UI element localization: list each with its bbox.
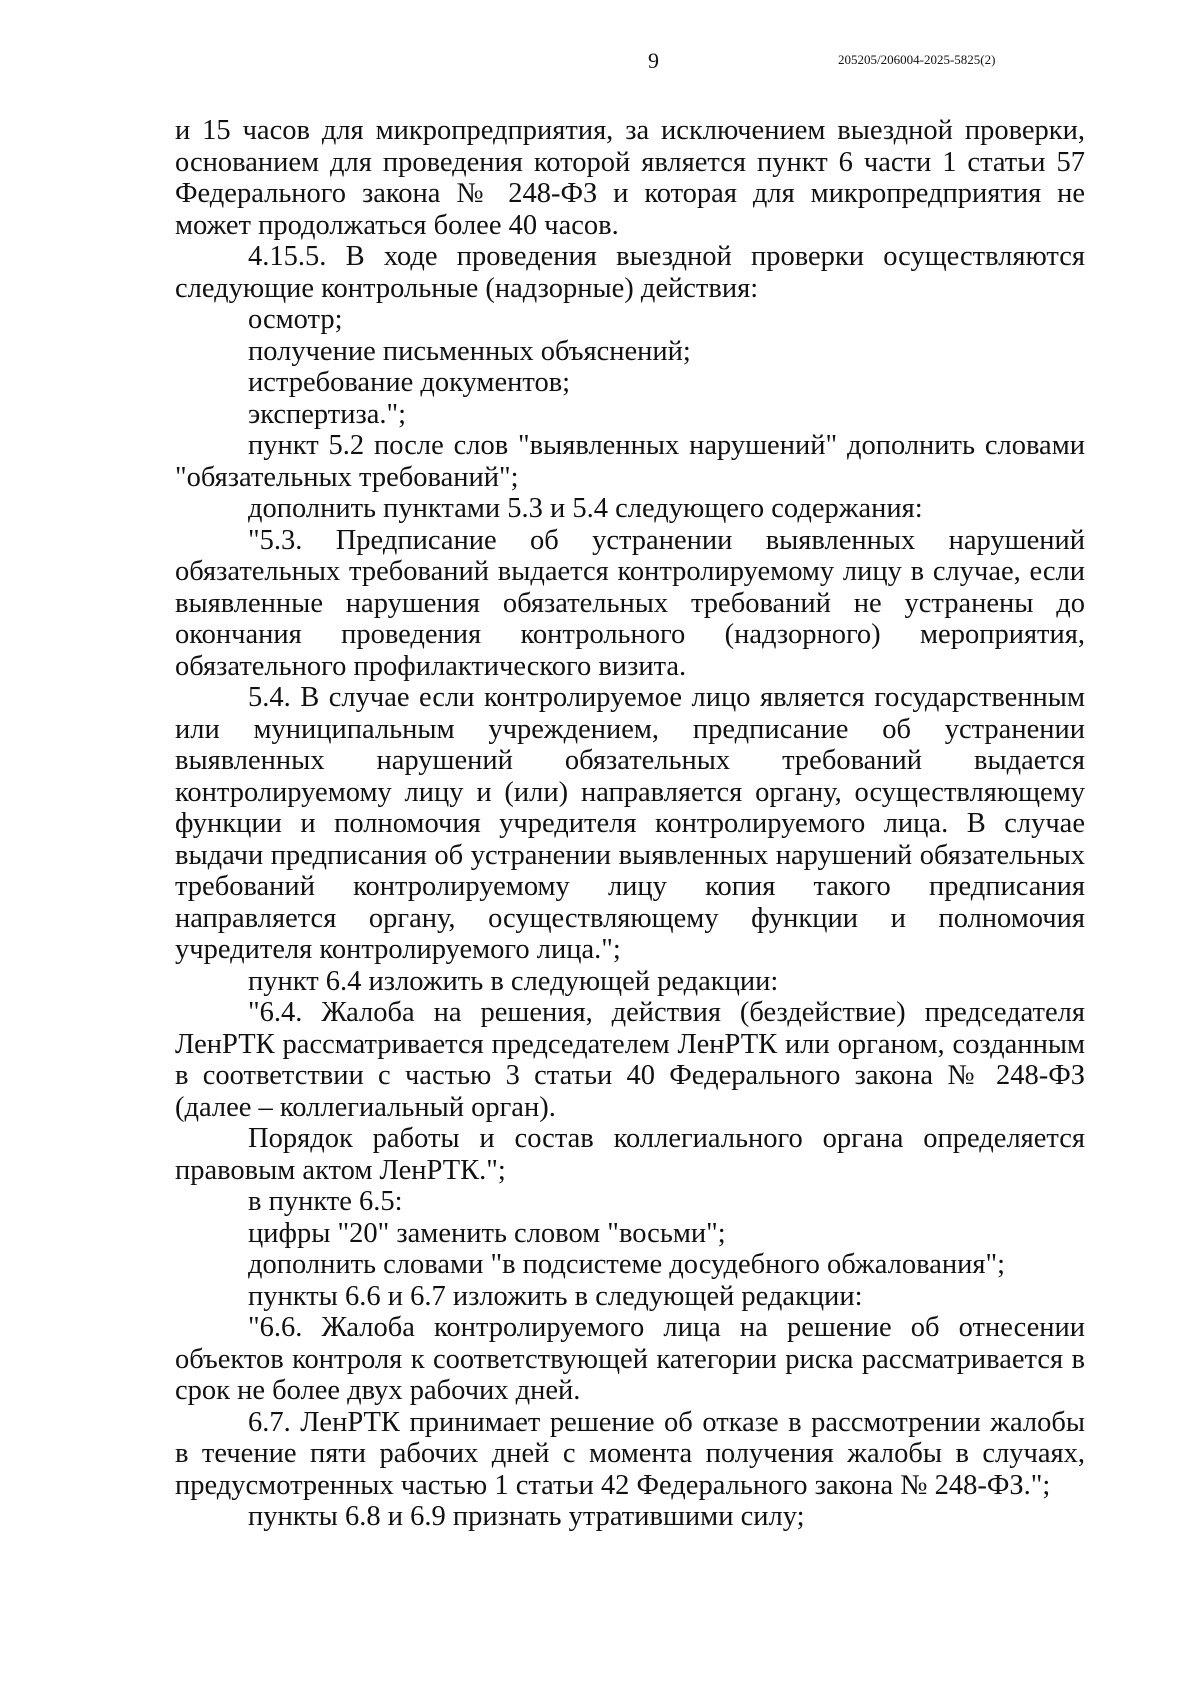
paragraph-collegial-body: Порядок работы и состав коллегиального органа определяется правовым актом ЛенРТК."; <box>175 1123 1085 1186</box>
document-code: 205205/206004-2025-5825(2) <box>838 52 996 67</box>
paragraph-6-7: 6.7. ЛенРТК принимает решение об отказе в рассмотрении жалобы в течение пяти рабочих дней с момента получения жалобы в случаях, предусмотренных частью 1 статьи 42 Федерального закона № 248-ФЗ."; <box>175 1406 1085 1501</box>
list-item-explanations: получение письменных объяснений; <box>248 335 691 367</box>
paragraph-6-6: "6.6. Жалоба контролируемого лица на решение об отнесении объектов контроля к соответствующей категории риска рассматривается в срок не более двух рабочих дней. <box>175 1312 1085 1406</box>
paragraph-5-3: "5.3. Предписание об устранении выявленных нарушений обязательных требований выдается контролируемому лицу в случае, если выявленные нарушения обязательных требований не устранены до окончания проведения контрольного (надзорного) мероприятия, обязательного профилактического визита. <box>175 524 1085 682</box>
paragraph-digits-replace: цифры "20" заменить словом "восьми"; <box>248 1217 726 1249</box>
paragraph-4-15-5: 4.15.5. В ходе проведения выездной проверки осуществляются следующие контрольные (надзорные) действия: <box>175 241 1085 304</box>
paragraph-point-5-2: пункт 5.2 после слов "выявленных нарушений" дополнить словами "обязательных требований"; <box>175 430 1085 493</box>
paragraph-points-6-6-6-7: пункты 6.6 и 6.7 изложить в следующей редакции: <box>248 1280 863 1312</box>
document-body <box>175 115 1085 1533</box>
paragraph-6-4: "6.4. Жалоба на решения, действия (бездействие) председателя ЛенРТК рассматривается председателем ЛенРТК или органом, созданным в соответствии с частью 3 статьи 40 Федерального закона № 248-ФЗ (далее – коллегиальный орган). <box>175 997 1085 1123</box>
page-header <box>0 48 1200 78</box>
paragraph-continuation: и 15 часов для микропредприятия, за исключением выездной проверки, основанием для проведения которой является пункт 6 части 1 статьи 57 Федерального закона № 248-ФЗ и которая для микропредприятия не может продолжаться более 40 часов. <box>175 115 1085 241</box>
paragraph-add-words: дополнить словами "в подсистеме досудебного обжалования"; <box>248 1249 1006 1280</box>
list-item-documents: истребование документов; <box>248 367 571 398</box>
paragraph-points-6-8-6-9: пункты 6.8 и 6.9 признать утратившими силу; <box>248 1501 805 1532</box>
page-number: 9 <box>648 48 659 73</box>
list-item-expertise: экспертиза."; <box>248 398 407 430</box>
list-item-inspection: осмотр; <box>248 304 343 335</box>
paragraph-add-points: дополнить пунктами 5.3 и 5.4 следующего содержания: <box>248 493 923 524</box>
paragraph-point-6-4: пункт 6.4 изложить в следующей редакции: <box>248 965 779 997</box>
paragraph-point-6-5: в пункте 6.5: <box>248 1186 403 1217</box>
paragraph-5-4: 5.4. В случае если контролируемое лицо является государственным или муниципальным учреждением, предписание об устранении выявленных нарушений обязательных требований выдается контролируемому лицу и (или) направляется органу, осуществляющему функции и полномочия учредителя контролируемого лица. В случае выдачи предписания об устранении выявленных нарушений обязательных требований контролируемому лицу копия такого предписания направляется органу, осуществляющему функции и полномочия учредителя контролируемого лица."; <box>175 682 1085 965</box>
